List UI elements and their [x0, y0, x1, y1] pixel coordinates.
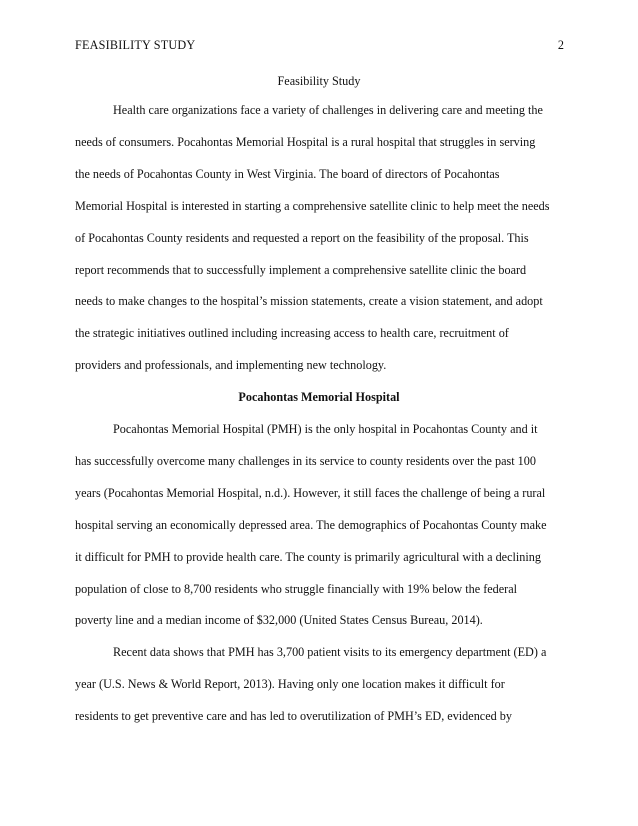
intro-line: Health care organizations face a variety of challenges in delivering care and meeting the — [113, 103, 543, 117]
intro-line: needs of consumers. Pocahontas Memorial Hospital is a rural hospital that struggles in serving — [75, 135, 536, 149]
body-line: hospital serving an economically depressed area. The demographics of Pocahontas County make — [75, 518, 547, 532]
intro-line: needs to make changes to the hospital’s mission statements, create a vision statement, and adopt — [75, 294, 543, 308]
body-line: Pocahontas Memorial Hospital (PMH) is the only hospital in Pocahontas County and it — [113, 422, 538, 436]
intro-line: of Pocahontas County residents and requested a report on the feasibility of the proposal. This — [75, 231, 529, 245]
body-line: has successfully overcome many challenges in its service to county residents over the past 100 — [75, 454, 536, 468]
body-line: poverty line and a median income of $32,000 (United States Census Bureau, 2014). — [75, 613, 483, 627]
intro-line: Memorial Hospital is interested in starting a comprehensive satellite clinic to help meet the needs — [75, 199, 550, 213]
body-line: it difficult for PMH to provide health care. The county is primarily agricultural with a declining — [75, 550, 541, 564]
intro-line: the strategic initiatives outlined including increasing access to health care, recruitment of — [75, 326, 509, 340]
running-head: FEASIBILITY STUDY — [75, 38, 196, 52]
section-heading: Pocahontas Memorial Hospital — [238, 390, 400, 404]
document-title: Feasibility Study — [277, 74, 361, 88]
body-line: years (Pocahontas Memorial Hospital, n.d.). However, it still faces the challenge of being a rural — [75, 486, 546, 500]
body-line: year (U.S. News & World Report, 2013). Having only one location makes it difficult for — [75, 677, 505, 691]
body-line: Recent data shows that PMH has 3,700 patient visits to its emergency department (ED) a — [113, 645, 547, 659]
intro-line: the needs of Pocahontas County in West Virginia. The board of directors of Pocahontas — [75, 167, 500, 181]
intro-line: providers and professionals, and implementing new technology. — [75, 358, 387, 372]
body-line: population of close to 8,700 residents who struggle financially with 19% below the federal — [75, 582, 518, 596]
page-number: 2 — [557, 38, 564, 52]
body-line-overflow-2: residents to get preventive care and has led to overutilization of PMH’s ED, evidenced by — [75, 709, 512, 723]
intro-line: report recommends that to successfully implement a comprehensive satellite clinic the board — [75, 263, 527, 277]
